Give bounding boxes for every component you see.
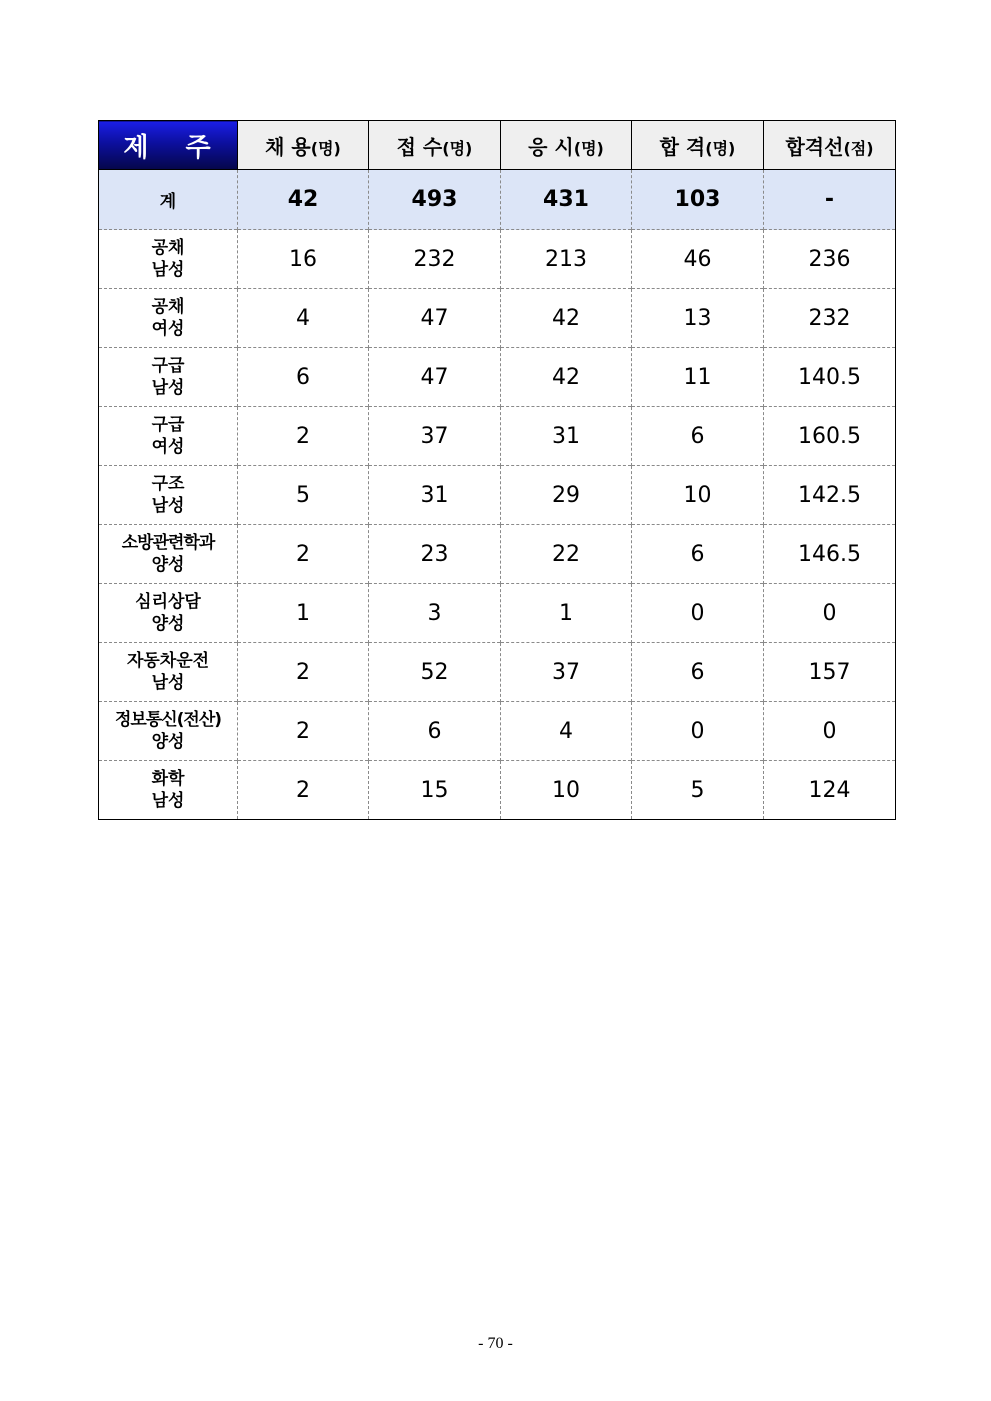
row-label xyxy=(99,761,238,820)
recruitment-table xyxy=(98,120,896,820)
row-label-gender: 양성 xyxy=(151,555,185,575)
row-label xyxy=(99,230,238,289)
cell-tested: 213 xyxy=(501,230,632,289)
cell-tested: 31 xyxy=(501,407,632,466)
cell-tested: 42 xyxy=(501,289,632,348)
cell-hired: 2 xyxy=(238,761,369,820)
total-passed: 103 xyxy=(632,170,764,230)
row-label-category: 심리상담 xyxy=(135,592,201,612)
table-row xyxy=(99,643,896,702)
row-label xyxy=(99,643,238,702)
column-header-hired xyxy=(238,121,369,170)
column-header-label: 응 시 xyxy=(528,134,574,159)
cell-applied: 232 xyxy=(369,230,501,289)
cell-applied: 47 xyxy=(369,289,501,348)
total-cutoff: - xyxy=(764,170,896,230)
row-label-category: 구조 xyxy=(151,474,185,494)
column-header-label: 합 격 xyxy=(659,134,706,159)
column-header-unit: (명) xyxy=(442,138,473,158)
cell-passed: 5 xyxy=(632,761,764,820)
cell-hired: 5 xyxy=(238,466,369,525)
cell-hired: 4 xyxy=(238,289,369,348)
cell-applied: 15 xyxy=(369,761,501,820)
row-label-category: 공채 xyxy=(151,297,185,317)
cell-passed: 6 xyxy=(632,525,764,584)
cell-applied: 6 xyxy=(369,702,501,761)
cell-cutoff: 0 xyxy=(764,702,896,761)
cell-tested: 29 xyxy=(501,466,632,525)
cell-hired: 16 xyxy=(238,230,369,289)
cell-applied: 23 xyxy=(369,525,501,584)
cell-cutoff: 160.5 xyxy=(764,407,896,466)
cell-passed: 6 xyxy=(632,643,764,702)
column-header-unit: (명) xyxy=(705,138,736,158)
table-row xyxy=(99,348,896,407)
row-label-category: 구급 xyxy=(151,415,185,435)
table-row xyxy=(99,289,896,348)
row-label-category: 소방관련학과 xyxy=(121,533,215,553)
row-label xyxy=(99,702,238,761)
row-label-category: 공채 xyxy=(151,238,185,258)
column-header-unit: (명) xyxy=(310,138,341,158)
cell-passed: 10 xyxy=(632,466,764,525)
table-row xyxy=(99,584,896,643)
cell-passed: 0 xyxy=(632,702,764,761)
row-label xyxy=(99,584,238,643)
row-label-gender: 양성 xyxy=(151,614,185,634)
cell-passed: 46 xyxy=(632,230,764,289)
row-label-gender: 여성 xyxy=(151,319,185,339)
cell-cutoff: 140.5 xyxy=(764,348,896,407)
cell-cutoff: 0 xyxy=(764,584,896,643)
table-row xyxy=(99,761,896,820)
cell-hired: 2 xyxy=(238,702,369,761)
row-label-gender: 남성 xyxy=(151,673,185,693)
cell-passed: 6 xyxy=(632,407,764,466)
table-row xyxy=(99,466,896,525)
column-header-unit: (명) xyxy=(573,138,604,158)
total-applied: 493 xyxy=(369,170,501,230)
table-row xyxy=(99,407,896,466)
cell-applied: 31 xyxy=(369,466,501,525)
cell-cutoff: 236 xyxy=(764,230,896,289)
row-label-gender: 남성 xyxy=(151,791,185,811)
column-header-unit: (점) xyxy=(843,138,874,158)
cell-cutoff: 146.5 xyxy=(764,525,896,584)
total-hired: 42 xyxy=(238,170,369,230)
row-label xyxy=(99,289,238,348)
cell-cutoff: 124 xyxy=(764,761,896,820)
row-label-category: 화학 xyxy=(151,769,185,789)
cell-applied: 47 xyxy=(369,348,501,407)
cell-tested: 42 xyxy=(501,348,632,407)
row-label xyxy=(99,407,238,466)
total-tested: 431 xyxy=(501,170,632,230)
table-row xyxy=(99,525,896,584)
cell-hired: 2 xyxy=(238,525,369,584)
row-label-category: 자동차운전 xyxy=(126,651,210,671)
cell-passed: 0 xyxy=(632,584,764,643)
row-label-gender: 남성 xyxy=(151,378,185,398)
column-header-label: 합격선 xyxy=(785,134,844,159)
cell-applied: 37 xyxy=(369,407,501,466)
column-header-cutoff xyxy=(764,121,896,170)
cell-applied: 52 xyxy=(369,643,501,702)
column-header-passed xyxy=(632,121,764,170)
row-label-gender: 남성 xyxy=(151,496,185,516)
cell-tested: 1 xyxy=(501,584,632,643)
row-label-category: 정보통신(전산) xyxy=(114,710,222,730)
column-header-applied xyxy=(369,121,501,170)
cell-tested: 10 xyxy=(501,761,632,820)
cell-hired: 1 xyxy=(238,584,369,643)
column-header-label: 채 용 xyxy=(265,134,311,159)
column-header-label: 접 수 xyxy=(396,134,443,159)
cell-cutoff: 142.5 xyxy=(764,466,896,525)
cell-applied: 3 xyxy=(369,584,501,643)
row-label xyxy=(99,348,238,407)
total-row xyxy=(99,170,896,230)
row-label-gender: 양성 xyxy=(151,732,185,752)
table-row xyxy=(99,230,896,289)
cell-tested: 37 xyxy=(501,643,632,702)
page-number: - 70 - xyxy=(478,1335,513,1352)
region-header: 제 주 xyxy=(99,121,238,170)
header-row xyxy=(99,121,896,170)
total-label: 계 xyxy=(99,170,238,230)
row-label xyxy=(99,466,238,525)
column-header-tested xyxy=(501,121,632,170)
cell-hired: 6 xyxy=(238,348,369,407)
row-label xyxy=(99,525,238,584)
row-label-gender: 남성 xyxy=(151,260,185,280)
cell-hired: 2 xyxy=(238,407,369,466)
cell-passed: 11 xyxy=(632,348,764,407)
cell-hired: 2 xyxy=(238,643,369,702)
cell-cutoff: 232 xyxy=(764,289,896,348)
row-label-category: 구급 xyxy=(151,356,185,376)
row-label-gender: 여성 xyxy=(151,437,185,457)
table-row xyxy=(99,702,896,761)
cell-tested: 4 xyxy=(501,702,632,761)
cell-cutoff: 157 xyxy=(764,643,896,702)
cell-tested: 22 xyxy=(501,525,632,584)
cell-passed: 13 xyxy=(632,289,764,348)
